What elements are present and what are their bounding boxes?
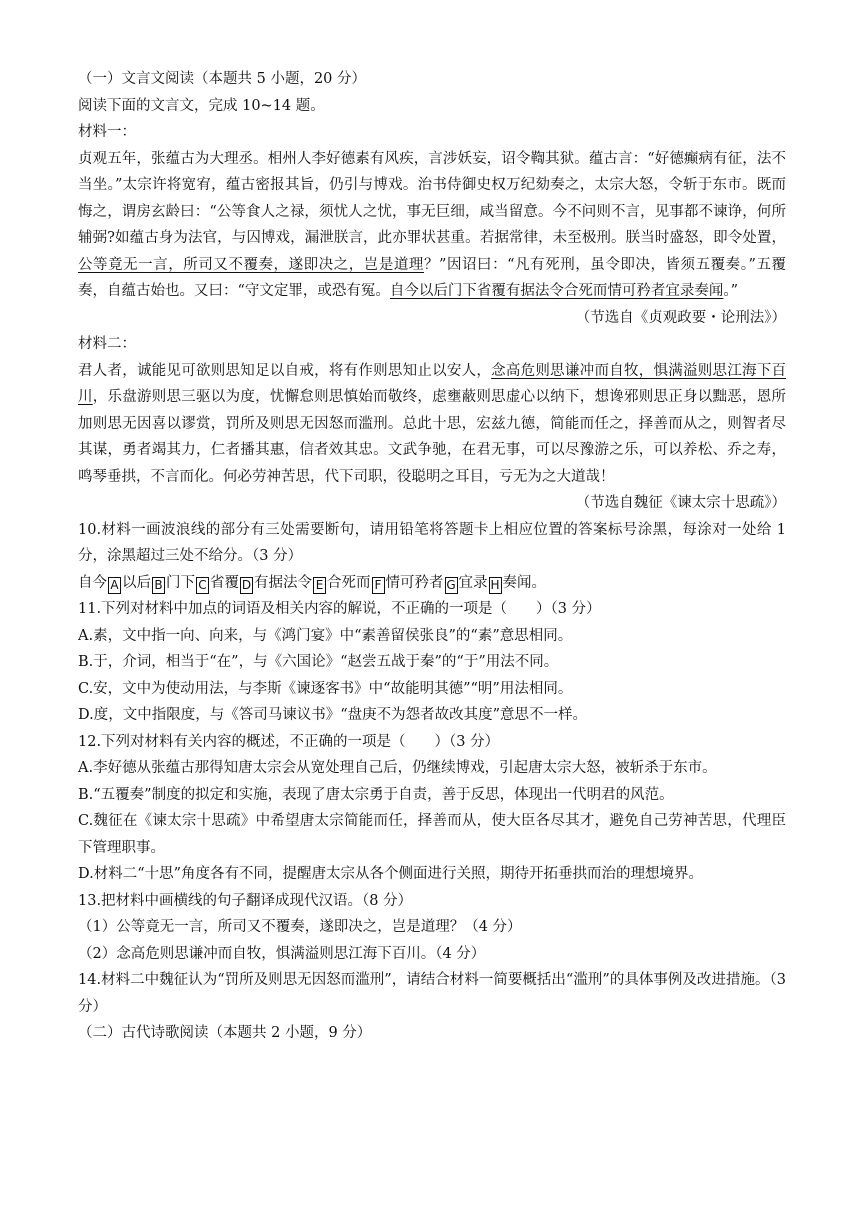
q13-stem: 13.把材料中画横线的句子翻译成现代汉语。（8 分）: [78, 892, 413, 909]
material2-underlined-sentence: 念高危则思谦冲而自牧，惧满溢则思江海下百川: [78, 362, 787, 405]
material2-text-b: ，乐盘游则思三驱以为度，忧懈怠则思慎始而敬终，虑壅蔽则思虚心以纳下，想谗邪则思正身以黜恶，恩所加则思无因喜以谬赏，罚所及则思无因怒而滥刑。总此十思，宏兹九德，简能而任之，择善而从之，则智者尽其谋，勇者竭其力，仁者播其惠，信者效其忠。文武争驰，在君无事，可以尽豫游之乐，可以养松、乔之寿，鸣琴垂拱，不言而化。何必劳神苦思，代下司职，役聪明之耳目，亏无为之大道哉！: [78, 389, 787, 485]
q10-segment: 宜录: [458, 574, 488, 591]
q14-stem: 14.材料二中魏征认为“罚所及则思无因怒而滥刑”，请结合材料一简要概括出“滥刑”的具体事例及改进措施。（3 分）: [78, 972, 786, 1015]
q10-box-b[interactable]: B: [152, 577, 165, 594]
material2-label: 材料二：: [78, 336, 136, 352]
q12-option-d: D.材料二“十思”角度各有不同，提醒唐太宗从各个侧面进行关照，期待开拓垂拱而治的理想境界。: [78, 866, 704, 882]
q10-box-e[interactable]: E: [313, 577, 326, 594]
q10-box-c[interactable]: C: [196, 577, 209, 594]
q10-segment: 省覆: [210, 574, 239, 591]
section-title: （一）文言文阅读（本题共 5 小题，20 分）: [78, 71, 367, 87]
material1-text-b: ？”因诏曰：“凡有死刑，虽令即决，皆须五覆奏。”五覆奏，自蕴古始也。又曰：“守文定罪，或恐有冤。: [78, 256, 786, 299]
material1-text-c: 。”: [723, 283, 739, 299]
material2-source: （节选自魏征《谏太宗十思疏》）: [575, 495, 786, 511]
material1-underlined-sentence: 公等竟无一言，所司又不覆奏，遂即决之，岂是道理: [78, 256, 424, 273]
q13-sentence-2: （2）念高危则思谦冲而自牧，惧满溢则思江海下百川。（4 分）: [78, 945, 486, 962]
section2-title: （二）古代诗歌阅读（本题共 2 小题，9 分）: [78, 1025, 372, 1041]
q10-segment: 门下: [166, 574, 195, 591]
material1-text-a: 贞观五年，张蕴古为大理丞。相州人李好德素有风疾，言涉妖妄，诏令鞫其狱。蕴古言：“好德癫病有征，法不当坐。”太宗许将宽宥，蕴古密报其旨，仍引与博戏。治书侍御史权万纪劾奏之，太宗大怒，令斩于东市。既而悔之，谓房玄龄曰：“公等食人之禄，须忧人之忧，事无巨细，咸当留意。今不问则不言，见事都不谏诤，何所辅弼?如蕴古身为法官，与囚博戏，漏泄朕言，此亦罪状甚重。若据常律，未至极刑。朕当时盛怒，即令处置，: [78, 150, 786, 246]
q10-segment: 以后: [122, 574, 151, 591]
material1-source: （节选自《贞观政要・论刑法》）: [575, 309, 786, 326]
q10-segment: 奏闻。: [502, 574, 546, 591]
material1-wavy-sentence: 自今以后门下省覆有据法令合死而情可矜者宜录奏闻: [389, 283, 724, 299]
q13-sentence-1: （1）公等竟无一言，所司又不覆奏，遂即决之，岂是道理？（4 分）: [78, 919, 522, 935]
q11-stem: 11.下列对材料中加点的词语及相关内容的解说，不正确的一项是（ ）（3 分）: [78, 601, 601, 617]
q11-option-d: D.度，文中指限度，与《答司马谏议书》“盘庚不为怨者故改其度”意思不一样。: [78, 707, 588, 723]
q12-option-b: B.“五覆奏”制度的拟定和实施，表现了唐太宗勇于自责，善于反思，体现出一代明君的风范。: [78, 786, 674, 803]
material2-text-a: 君人者，诚能见可欲则思知足以自戒，将有作则思知止以安人，: [78, 362, 492, 379]
material1-passage: [78, 146, 786, 305]
material2-passage: [78, 358, 786, 491]
q11-option-c: C.安，文中为使动用法，与李斯《谏逐客书》中“故能明其德”“明”用法相同。: [78, 680, 573, 697]
q11-option-a: A.素，文中指一向、向来，与《鸿门宴》中“素善留侯张良”的“素”意思相同。: [78, 627, 573, 644]
q10-box-a[interactable]: A: [108, 577, 121, 594]
q10-segment: 有据法令: [254, 574, 312, 591]
q10-segment: 自今: [78, 574, 107, 591]
q10-segment: 情可矜者: [385, 574, 444, 591]
material1-label: 材料一：: [78, 124, 136, 140]
q10-answer-line: [78, 570, 786, 597]
exam-page: [78, 66, 786, 1047]
q10-box-g[interactable]: G: [446, 577, 456, 592]
q12-stem: 12.下列对材料有关内容的概述，不正确的一项是（ ）（3 分）: [78, 733, 500, 750]
q10-stem: 10.材料一画波浪线的部分有三处需要断句，请用铅笔将答题卡上相应位置的答案标号涂黑，每涂对一处给 1 分，涂黑超过三处不给分。（3 分）: [78, 521, 786, 564]
section-instruction: 阅读下面的文言文，完成 10~14 题。: [78, 97, 325, 114]
q12-option-c: C.魏征在《谏太宗十思疏》中希望唐太宗简能而任，择善而从，使大臣各尽其才，避免自己劳神苦思，代理臣下管理职事。: [78, 813, 786, 856]
q10-segment: 合死而: [327, 574, 371, 591]
q12-option-a: A.李好德从张蕴古那得知唐太宗会从宽处理自己后，仍继续博戏，引起唐太宗大怒，被斩杀于东市。: [78, 760, 717, 776]
q10-box-h[interactable]: H: [490, 577, 500, 592]
q11-option-b: B.于，介词，相当于“在”，与《六国论》“赵尝五战于秦”的“于”用法不同。: [78, 654, 559, 670]
q10-box-f[interactable]: F: [372, 577, 385, 594]
q10-box-d[interactable]: D: [241, 577, 252, 592]
